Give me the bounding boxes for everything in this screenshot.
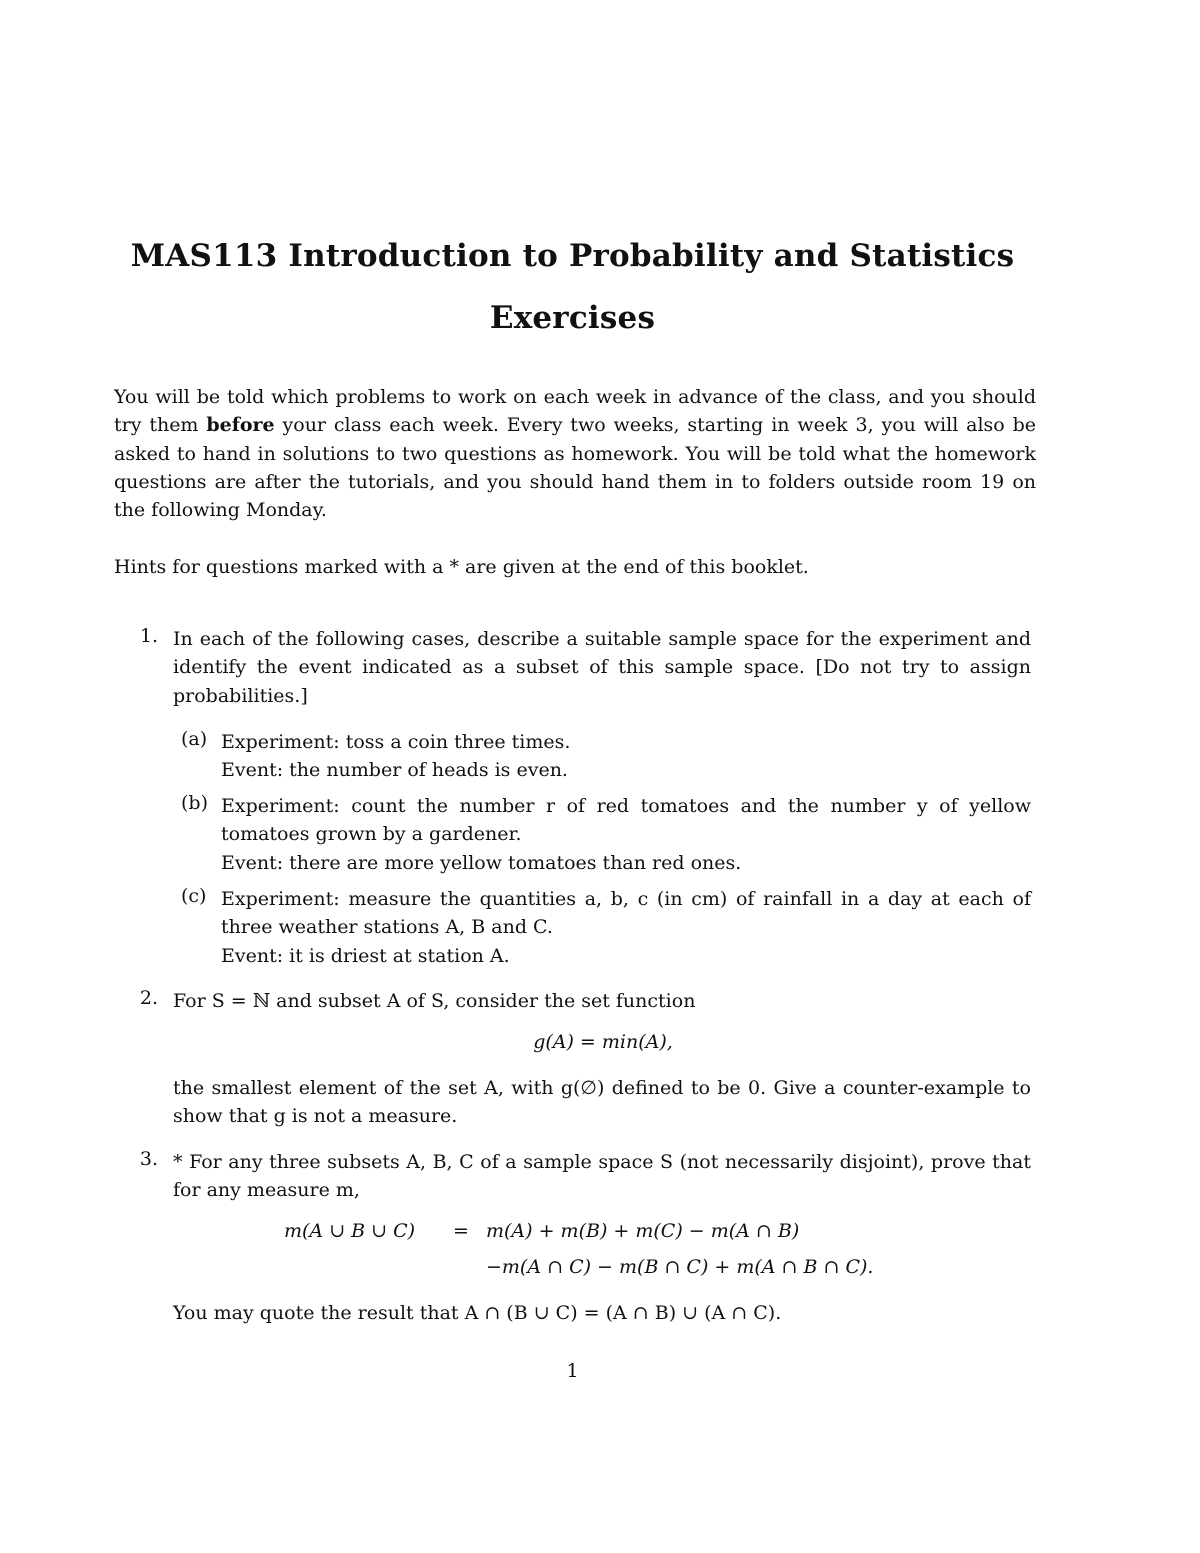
hints-note: Hints for questions marked with a * are given at the end of this booklet.	[114, 556, 809, 578]
question-1a-event: Event: the number of heads is even.	[221, 759, 568, 782]
question-3-equation-lhs: m(A ∪ B ∪ C)	[284, 1220, 416, 1242]
document-title: MAS113 Introduction to Probability and Statistics	[130, 238, 1015, 274]
question-1-number: 1.	[139, 625, 158, 647]
question-1c-body	[221, 885, 1031, 970]
intro-text-start: You will be told which problems to work on each week in advance of the class, and you should try them	[114, 386, 1036, 437]
question-1b-label: (b)	[181, 792, 208, 814]
question-1c-event: Event: it is driest at station A.	[221, 944, 510, 967]
question-3-equation-rhs-line2: −m(A ∩ C) − m(B ∩ C) + m(A ∩ B ∩ C).	[486, 1256, 874, 1278]
question-1a-label: (a)	[181, 728, 208, 750]
question-1b-experiment: Experiment: count the number r of red tomatoes and the number y of yellow tomatoes grown by a gardener.	[221, 795, 1031, 846]
question-1c-label: (c)	[181, 885, 207, 907]
question-2-equation: g(A) = min(A),	[533, 1031, 673, 1053]
question-2-number: 2.	[139, 987, 158, 1009]
question-1b-event: Event: there are more yellow tomatoes than red ones.	[221, 851, 742, 874]
question-1a-experiment: Experiment: toss a coin three times.	[221, 731, 571, 753]
question-3-equation-rhs-line1: m(A) + m(B) + m(C) − m(A ∩ B)	[486, 1220, 800, 1242]
intro-paragraph	[114, 383, 1036, 524]
question-1a-body	[221, 728, 1031, 785]
question-3-text: * For any three subsets A, B, C of a sample space S (not necessarily disjoint), prove that for any measure m,	[173, 1151, 1031, 1202]
intro-text-end: your class each week. Every two weeks, starting in week 3, you will also be asked to hand in solutions to two questions as homework. You will be told what the homework questions are after the tutorials, and you should hand them in to folders outside room 19 on the following Monday.	[114, 414, 1036, 522]
page-number: 1	[566, 1360, 579, 1382]
question-3-equation-sign: =	[453, 1220, 469, 1242]
question-3-note: You may quote the result that A ∩ (B ∪ C) = (A ∩ B) ∪ (A ∩ C).	[173, 1302, 782, 1324]
document-subtitle: Exercises	[489, 300, 656, 336]
question-2-text: For S = ℕ and subset A of S, consider the set function	[173, 990, 696, 1012]
question-1b-body	[221, 792, 1031, 877]
question-3-number: 3.	[139, 1148, 158, 1170]
question-1-text: In each of the following cases, describe a suitable sample space for the experiment and identify the event indicated as a subset of this sample space. [Do not try to assign probabilities.]	[173, 628, 1031, 707]
question-1c-experiment: Experiment: measure the quantities a, b, c (in cm) of rainfall in a day at each of three weather stations A, B and C.	[221, 888, 1031, 939]
question-2-text-continued: the smallest element of the set A, with g(∅) defined to be 0. Give a counter-example to show that g is not a measure.	[173, 1077, 1031, 1128]
intro-bold-word: before	[206, 414, 275, 437]
